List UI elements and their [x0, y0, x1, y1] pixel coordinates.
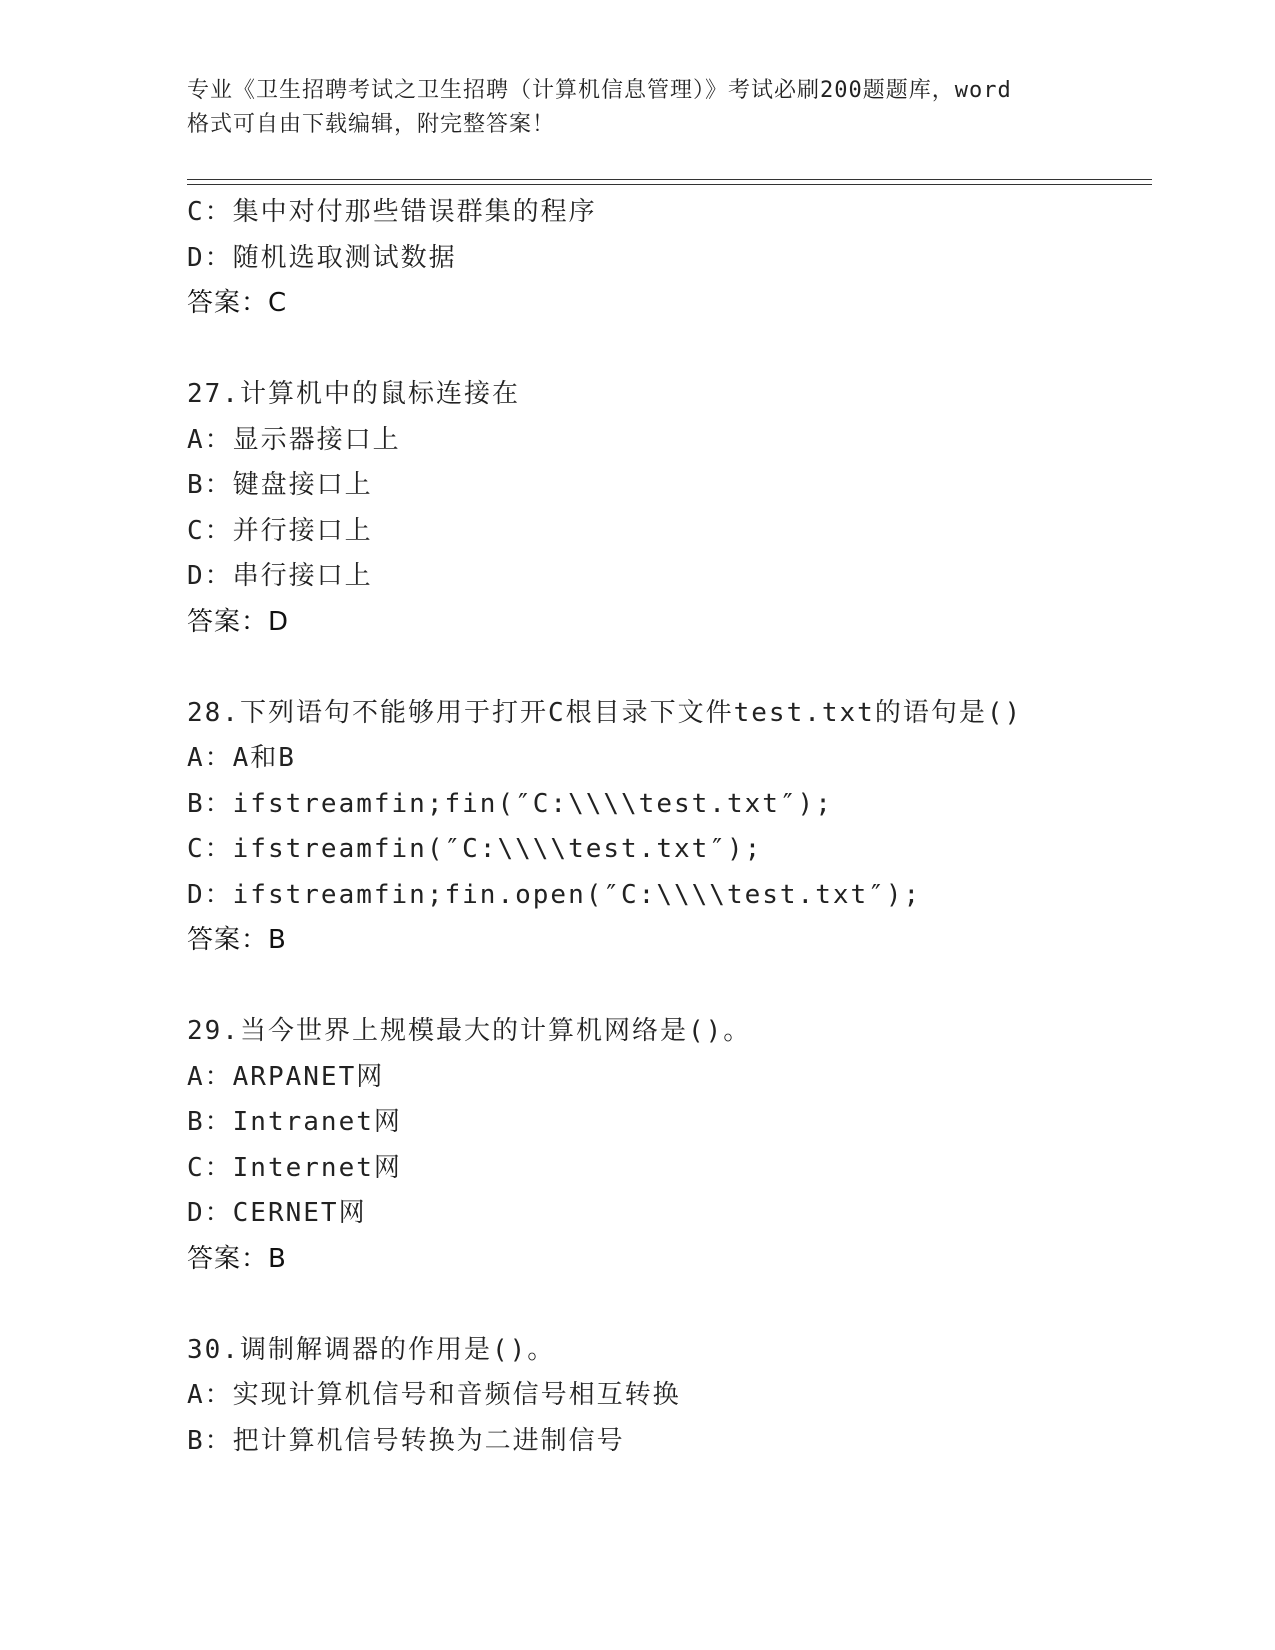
answer-line: 答案：B [187, 1243, 287, 1274]
answer-line: 答案：D [187, 606, 290, 637]
header-divider-bottom [187, 184, 1152, 185]
question-list [187, 190, 1147, 1464]
spacer [187, 645, 1147, 691]
option-b: B：把计算机信号转换为二进制信号 [187, 1425, 625, 1456]
option-a: A：实现计算机信号和音频信号相互转换 [187, 1380, 681, 1410]
question-block-28 [187, 691, 1147, 964]
option-d: D：串行接口上 [187, 561, 373, 591]
answer-line: 答案：B [187, 925, 287, 955]
question-block-30 [187, 1328, 1147, 1465]
spacer [187, 964, 1147, 1010]
question-text: 28.下列语句不能够用于打开C根目录下文件test.txt的语句是() [187, 697, 1023, 728]
option-c: C：并行接口上 [187, 515, 373, 546]
option-b: B：Intranet网 [187, 1107, 402, 1137]
question-text: 27.计算机中的鼠标连接在 [187, 379, 520, 409]
option-c: C：Internet网 [187, 1152, 402, 1183]
question-text: 29.当今世界上规模最大的计算机网络是()。 [187, 1016, 752, 1046]
question-block-29 [187, 1009, 1147, 1282]
option-c: C：ifstreamfin(″C:\\\\test.txt″); [187, 834, 763, 864]
option-a: A：ARPANET网 [187, 1061, 385, 1092]
option-d: D：ifstreamfin;fin.open(″C:\\\\test.txt″); [187, 879, 922, 910]
option-b: B：ifstreamfin;fin(″C:\\\\test.txt″); [187, 788, 833, 819]
answer-line: 答案：C [187, 288, 288, 318]
option-c: C：集中对付那些错误群集的程序 [187, 197, 597, 227]
question-block-27 [187, 372, 1147, 645]
option-a: A：A和B [187, 743, 296, 773]
option-a: A：显示器接口上 [187, 424, 401, 455]
spacer [187, 327, 1147, 373]
header-divider-top [187, 179, 1152, 180]
option-b: B：键盘接口上 [187, 470, 373, 500]
document-header [187, 74, 1087, 142]
header-title-line-2: 格式可自由下载编辑，附完整答案！ [187, 112, 556, 137]
option-d: D：CERNET网 [187, 1198, 367, 1228]
header-title-line-1: 专业《卫生招聘考试之卫生招聘（计算机信息管理）》考试必刷200题题库，word [187, 78, 1012, 103]
question-block-26-continued [187, 190, 1147, 327]
question-text: 30.调制解调器的作用是()。 [187, 1334, 556, 1365]
spacer [187, 1282, 1147, 1328]
option-d: D：随机选取测试数据 [187, 242, 457, 273]
